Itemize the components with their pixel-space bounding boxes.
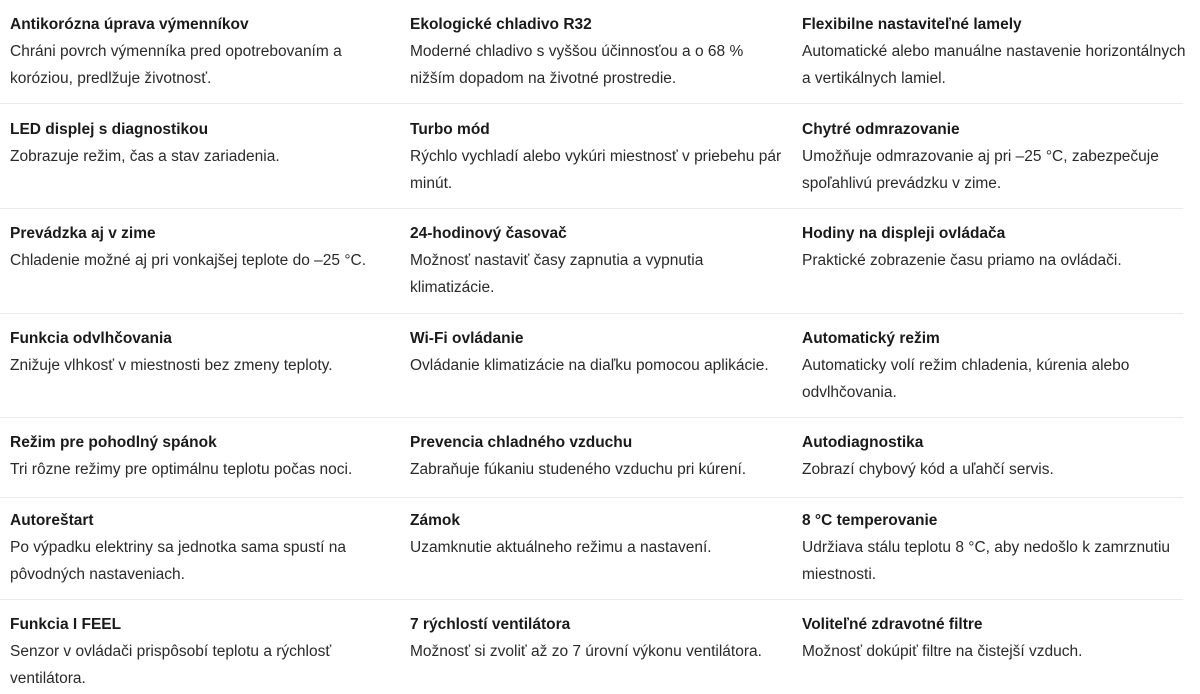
feature-item-fan-speeds: [410, 611, 782, 665]
feature-title: LED displej s diagnostikou: [10, 121, 209, 138]
feature-description: Po výpadku elektriny sa jednotka sama spustí na pôvodných nastaveniach.: [10, 539, 347, 583]
feature-description: Znižuje vlhkosť v miestnosti bez zmeny teploty.: [10, 357, 333, 374]
feature-row: [0, 611, 1183, 694]
feature-title: Hodiny na displeji ovládača: [802, 225, 1006, 242]
feature-description: Senzor v ovládači prispôsobí teplotu a rýchlosť ventilátora.: [10, 643, 332, 687]
feature-row: [0, 325, 1183, 418]
feature-title: Funkcia I FEEL: [10, 616, 122, 633]
feature-item-autorestart: [10, 507, 390, 588]
feature-description: Uzamknutie aktuálneho režimu a nastavení.: [410, 539, 712, 556]
feature-item-auto-mode: [802, 325, 1187, 406]
feature-description: Možnosť si zvoliť až zo 7 úrovní výkonu ventilátora.: [410, 643, 762, 660]
feature-row: [0, 220, 1183, 314]
feature-item-winter-operation: [10, 220, 390, 274]
feature-title: Chytré odmrazovanie: [802, 121, 960, 138]
feature-description: Zobrazuje režim, čas a stav zariadenia.: [10, 148, 280, 165]
feature-title: Voliteľné zdravotné filtre: [802, 616, 983, 633]
feature-item-anticorrosion: [10, 11, 390, 92]
feature-description: Zabraňuje fúkaniu studeného vzduchu pri kúrení.: [410, 461, 747, 478]
feature-description: Chladenie možné aj pri vonkajšej teplote do –25 °C.: [10, 252, 367, 269]
feature-item-turbo: [410, 116, 782, 197]
feature-title: 8 °C temperovanie: [802, 512, 938, 529]
feature-title: Automatický režim: [802, 330, 940, 347]
feature-description: Možnosť dokúpiť filtre na čistejší vzduch.: [802, 643, 1083, 660]
feature-item-self-diagnosis: [802, 429, 1187, 483]
feature-item-refrigerant: [410, 11, 782, 92]
feature-item-sleep-mode: [10, 429, 390, 483]
feature-description: Udržiava stálu teplotu 8 °C, aby nedošlo k zamrznutiu miestnosti.: [802, 539, 1171, 583]
feature-title: Zámok: [410, 512, 460, 529]
feature-description: Tri rôzne režimy pre optimálnu teplotu počas noci.: [10, 461, 353, 478]
feature-title: Ekologické chladivo R32: [410, 16, 592, 33]
feature-title: Autodiagnostika: [802, 434, 924, 451]
feature-title: Turbo mód: [410, 121, 490, 138]
feature-description: Rýchlo vychladí alebo vykúri miestnosť v priebehu pár minút.: [410, 148, 782, 192]
feature-title: Funkcia odvlhčovania: [10, 330, 172, 347]
feature-title: 7 rýchlostí ventilátora: [410, 616, 571, 633]
feature-description: Umožňuje odmrazovanie aj pri –25 °C, zabezpečuje spoľahlivú prevádzku v zime.: [802, 148, 1159, 192]
feature-title: Prevádzka aj v zime: [10, 225, 156, 242]
feature-title: Prevencia chladného vzduchu: [410, 434, 633, 451]
feature-title: Režim pre pohodlný spánok: [10, 434, 217, 451]
feature-item-timer: [410, 220, 782, 301]
feature-item-louvers: [802, 11, 1187, 92]
feature-title: 24-hodinový časovač: [410, 225, 567, 242]
feature-item-clock: [802, 220, 1187, 274]
feature-item-lock: [410, 507, 782, 561]
feature-item-health-filters: [802, 611, 1187, 665]
feature-item-i-feel: [10, 611, 390, 692]
feature-row: [0, 11, 1186, 104]
feature-item-defrost: [802, 116, 1187, 197]
feature-item-wifi: [410, 325, 782, 379]
feature-item-led-display: [10, 116, 390, 170]
feature-description: Chráni povrch výmenníka pred opotrebovaním a koróziou, predlžuje životnosť.: [10, 43, 342, 87]
feature-description: Možnosť nastaviť časy zapnutia a vypnutia klimatizácie.: [410, 252, 704, 296]
feature-description: Automatické alebo manuálne nastavenie horizontálnych a vertikálnych lamiel.: [802, 43, 1186, 87]
feature-item-cold-air-prevention: [410, 429, 782, 483]
feature-description: Praktické zobrazenie času priamo na ovládači.: [802, 252, 1122, 269]
feature-row: [0, 429, 1183, 498]
feature-row: [0, 507, 1183, 600]
feature-title: Autoreštart: [10, 512, 94, 529]
feature-description: Moderné chladivo s vyššou účinnosťou a o 68 % nižším dopadom na životné prostredie.: [410, 43, 744, 87]
feature-title: Antikorózna úprava výmenníkov: [10, 16, 249, 33]
feature-description: Ovládanie klimatizácie na diaľku pomocou aplikácie.: [410, 357, 769, 374]
feature-description: Automaticky volí režim chladenia, kúrenia alebo odvlhčovania.: [802, 357, 1130, 401]
feature-row: [0, 116, 1183, 209]
feature-title: Wi-Fi ovládanie: [410, 330, 524, 347]
feature-title: Flexibilne nastaviteľné lamely: [802, 16, 1022, 33]
feature-item-8c-heating: [802, 507, 1187, 588]
feature-description: Zobrazí chybový kód a uľahčí servis.: [802, 461, 1054, 478]
feature-item-dehumidify: [10, 325, 390, 379]
